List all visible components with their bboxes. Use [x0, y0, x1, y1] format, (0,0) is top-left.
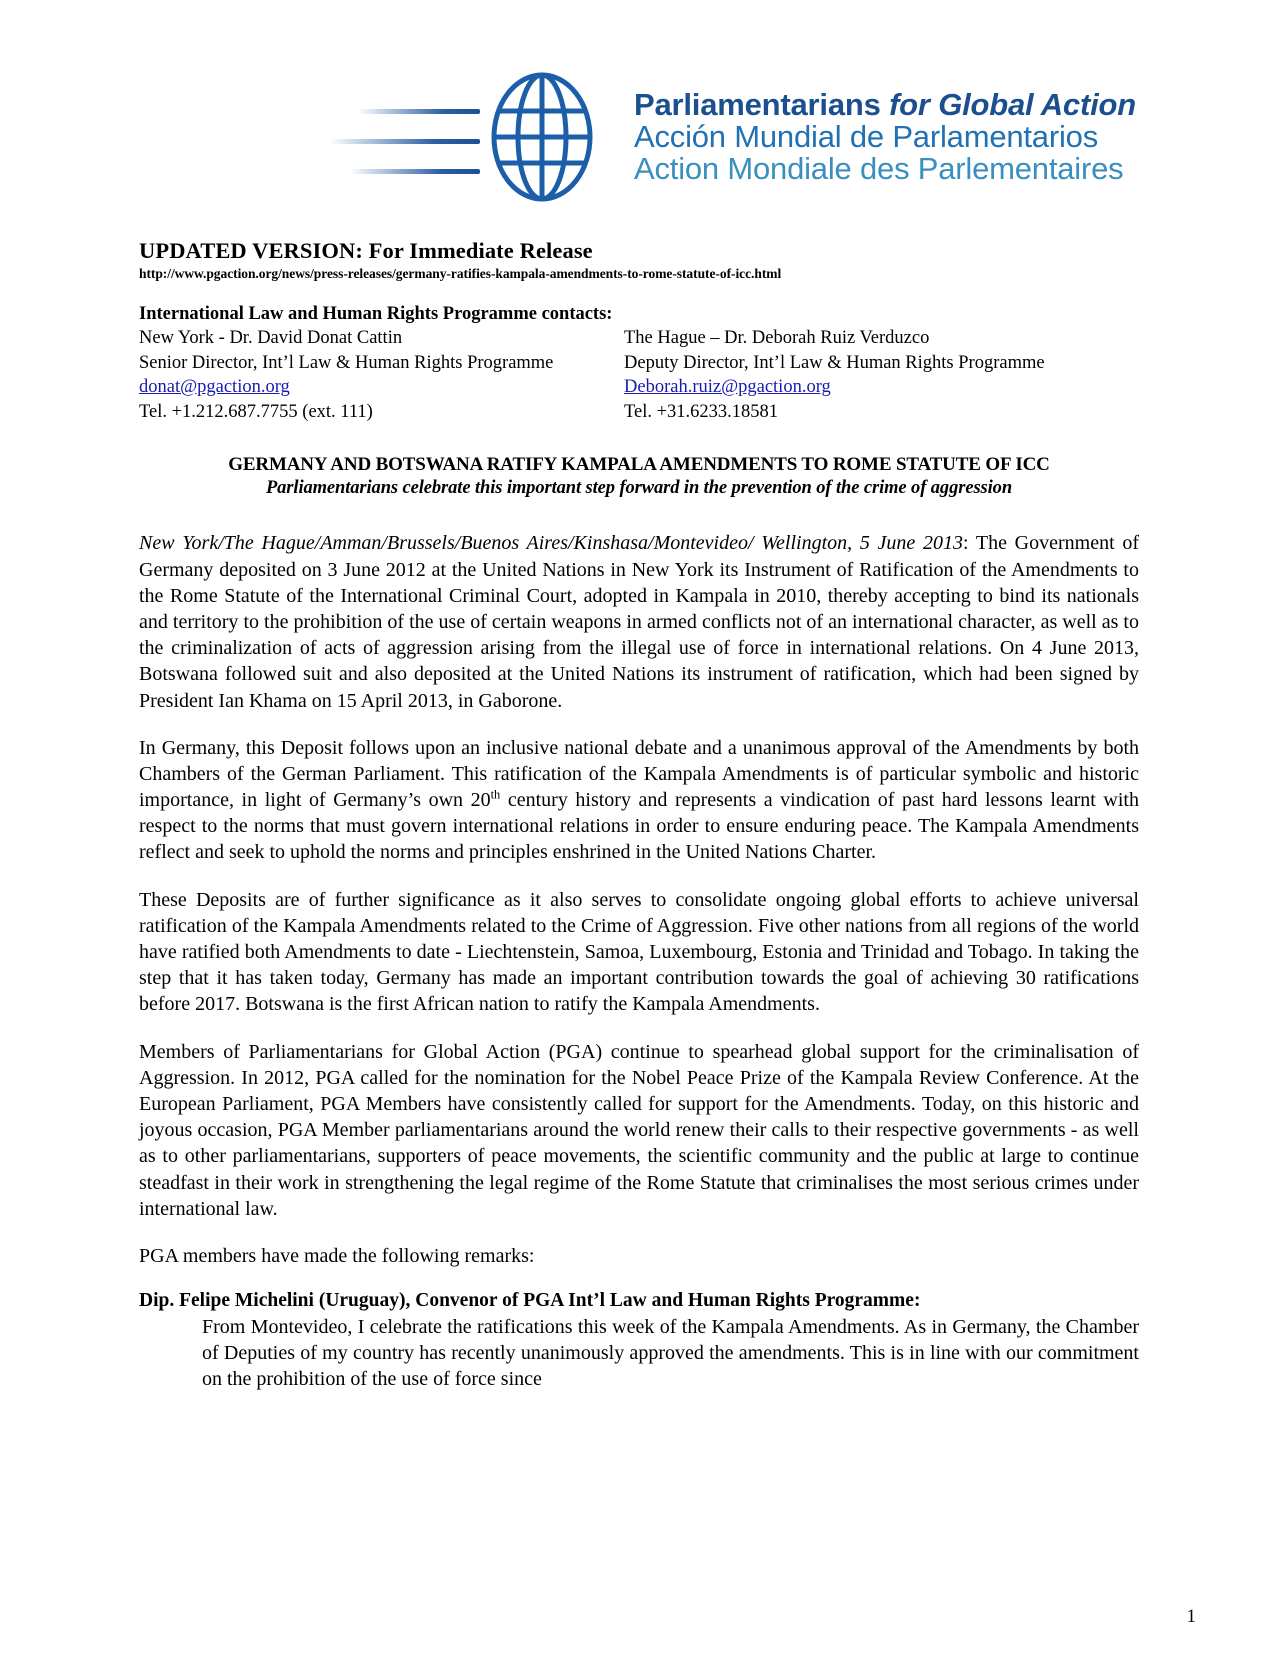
- paragraph-germany: [139, 735, 1139, 866]
- contact-role-the-hague: Deputy Director, Int’l Law & Human Rights Programme: [624, 352, 1045, 373]
- superscript-ordinal: th: [490, 787, 501, 802]
- release-url: http://www.pgaction.org/news/press-releases/germany-ratifies-kampala-amendments-to-rome-statute-of-icc.html: [139, 266, 782, 281]
- contact-name-new-york: New York - Dr. David Donat Cattin: [139, 328, 403, 348]
- contacts-heading: International Law and Human Rights Programme contacts:: [139, 304, 613, 324]
- press-release-headline: GERMANY AND BOTSWANA RATIFY KAMPALA AMENDMENTS TO ROME STATUTE OF ICC: [228, 454, 1050, 476]
- contact-name-the-hague: The Hague – Dr. Deborah Ruiz Verduzco: [624, 328, 930, 348]
- paragraph-pga-members: Members of Parliamentarians for Global Action (PGA) continue to spearhead global support for the criminalisation of Aggression. In 2012, PGA called for the nomination for the Nobel Peace Prize of the Kampala Review Conference. At the European Parliament, PGA Members have consistently called for support for the Amendments. Today, on this historic and joyous occasion, PGA Member parliamentarians around the world renew their calls to their respective governments - as well as to other parliamentarians, supporters of peace movements, the scientific community and the public at large to continue steadfast in their work in strengthening the legal regime of the Rome Statute that criminalises the most serious crimes under international law.: [139, 1040, 1139, 1220]
- page-number: 1: [1186, 1606, 1196, 1627]
- paragraph-germany-part-b: century history and represents a vindication of past hard lessons learnt with respect to the norms that must govern international relations in order to ensure enduring peace. The Kampala Amendments reflect and seek to uphold the norms and principles enshrined in the United Nations Charter.: [139, 789, 1139, 864]
- contacts-block: [139, 326, 1139, 424]
- document-body: [139, 238, 1139, 1393]
- contact-tel-new-york: Tel. +1.212.687.7755 (ext. 111): [139, 401, 373, 422]
- logo-line-french: Action Mondiale des Parlementaires: [634, 151, 1124, 187]
- remarks-intro: PGA members have made the following remarks:: [139, 1244, 535, 1267]
- logo-line-english: [634, 86, 1136, 122]
- contact-email-new-york[interactable]: donat@pgaction.org: [139, 377, 290, 398]
- paragraph-lead-text: : The Government of Germany deposited on 3 June 2012 at the United Nations in New York its Instrument of Ratification of the Amendments to the Rome Statute of the International Criminal Court, adopted in Kampala in 2010, thereby accepting to bind its nationals and territory to the prohibition of the use of certain weapons in armed conflicts not of an international character, as well as to the criminalization of acts of aggression arising from the illegal use of force in international relations. On 4 June 2013, Botswana followed suit and also deposited at the United Nations its instrument of ratification, which had been signed by President Ian Khama on 15 April 2013, in Gaborone.: [139, 532, 1139, 712]
- logo-line-english-italic: for Global Action: [889, 86, 1136, 122]
- contact-tel-the-hague: Tel. +31.6233.18581: [624, 401, 779, 422]
- contact-role-new-york: Senior Director, Int’l Law & Human Rights Programme: [139, 352, 554, 373]
- contact-email-the-hague[interactable]: Deborah.ruiz@pgaction.org: [624, 377, 831, 398]
- logo-line-spanish: Acción Mundial de Parlamentarios: [634, 118, 1099, 154]
- pga-logo: [330, 72, 1140, 202]
- paragraph-deposits: These Deposits are of further significance as it also serves to consolidate ongoing global efforts to achieve universal ratification of the Kampala Amendments related to the Crime of Aggression. Five other nations from all regions of the world have ratified both Amendments to date - Liechtenstein, Samoa, Luxembourg, Estonia and Trinidad and Tobago. In taking the step that it has taken today, Germany has made an important contribution towards the goal of achieving 30 ratifications before 2017. Botswana is the first African nation to ratify the Kampala Amendments.: [139, 888, 1139, 1016]
- release-status-heading: UPDATED VERSION: For Immediate Release: [139, 238, 593, 263]
- speed-lines-icon: [330, 77, 480, 197]
- paragraph-lead: [139, 530, 1139, 713]
- paragraph-germany-part-a: In Germany, this Deposit follows upon an inclusive national debate and a unanimous approval of the Amendments by both Chambers of the German Parliament. This ratification of the Kampala Amendments is of particular symbolic and historic importance, in light of Germany’s own 20: [139, 736, 1139, 812]
- logo-line-english-plain: Parliamentarians: [634, 86, 890, 122]
- contact-new-york: [139, 326, 624, 424]
- quote-text-michelini: From Montevideo, I celebrate the ratifications this week of the Kampala Amendments. As in Germany, the Chamber of Deputies of my country has recently unanimously approved the amendments. This is in line with our commitment on the prohibition of the use of force since: [202, 1316, 1139, 1391]
- dateline: New York/The Hague/Amman/Brussels/Buenos Aires/Kinshasa/Montevideo/ Wellington, 5 June 2013: [139, 532, 963, 555]
- globe-icon: [476, 71, 608, 203]
- press-release-subheadline: Parliamentarians celebrate this important step forward in the prevention of the crime of aggression: [265, 478, 1013, 499]
- quote-speaker-michelini: Dip. Felipe Michelini (Uruguay), Convenor of PGA Int’l Law and Human Rights Programme:: [139, 1290, 921, 1312]
- contact-the-hague: [624, 326, 1139, 424]
